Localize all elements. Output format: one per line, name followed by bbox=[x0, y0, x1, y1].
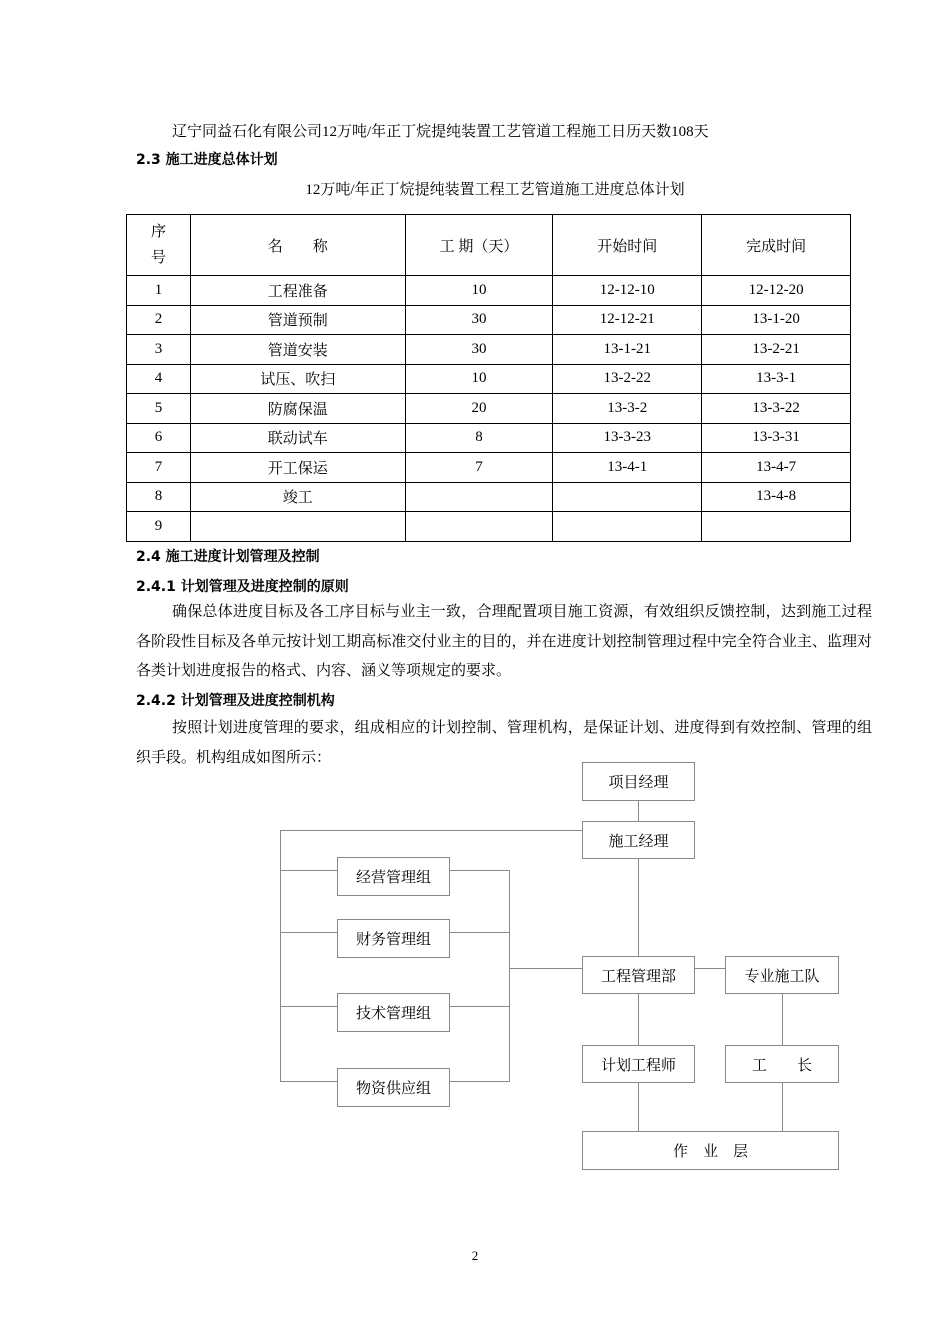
paragraph-2-4-2: 按照计划进度管理的要求，组成相应的计划控制、管理机构，是保证计划、进度得到有效控制、管理的组织手段。机构组成如图所示： bbox=[136, 720, 872, 766]
connector-supply-left bbox=[280, 1081, 337, 1082]
cell-seq: 8 bbox=[127, 482, 191, 512]
cell-start: 13-1-21 bbox=[553, 335, 702, 365]
cell-seq: 6 bbox=[127, 423, 191, 453]
header-end: 完成时间 bbox=[702, 215, 851, 276]
header-seq-line1: 序 bbox=[150, 224, 166, 240]
cell-seq: 7 bbox=[127, 453, 191, 483]
section-2-4-2-heading: 2.4.2 计划管理及进度控制机构 bbox=[136, 693, 335, 709]
section-2-4-heading: 2.4 施工进度计划管理及控制 bbox=[136, 549, 320, 565]
cell-end: 13-2-21 bbox=[702, 335, 851, 365]
cell-seq: 2 bbox=[127, 305, 191, 335]
cell-name: 防腐保温 bbox=[190, 394, 405, 424]
box-construction-manager: 施工经理 bbox=[582, 821, 695, 859]
cell-start: 12-12-21 bbox=[553, 305, 702, 335]
table-row bbox=[127, 453, 851, 483]
connector-left-trunk bbox=[280, 830, 281, 1081]
connector-eng-planner bbox=[638, 994, 639, 1045]
section-2-4-1-heading: 2.4.1 计划管理及进度控制的原则 bbox=[136, 579, 349, 595]
section-2-3-heading: 2.3 施工进度总体计划 bbox=[136, 152, 278, 168]
cell-end: 13-1-20 bbox=[702, 305, 851, 335]
table-row bbox=[127, 364, 851, 394]
cell-name: 联动试车 bbox=[190, 423, 405, 453]
header-duration: 工 期（天） bbox=[405, 215, 553, 276]
table-caption: 12万吨/年正丁烷提纯装置工程工艺管道施工进度总体计划 bbox=[305, 182, 685, 198]
page-number: 2 bbox=[471, 1248, 479, 1263]
connector-business-right bbox=[450, 870, 510, 871]
cell-end bbox=[702, 512, 851, 542]
connector-cm-eng bbox=[638, 859, 639, 956]
connector-planner-work bbox=[638, 1083, 639, 1131]
cell-seq: 1 bbox=[127, 276, 191, 306]
cell-start: 13-3-23 bbox=[553, 423, 702, 453]
cell-end: 13-3-31 bbox=[702, 423, 851, 453]
cell-start bbox=[553, 512, 702, 542]
cell-duration: 30 bbox=[405, 335, 553, 365]
box-supply-group: 物资供应组 bbox=[337, 1068, 450, 1107]
cell-duration: 7 bbox=[405, 453, 553, 483]
connector-pm-cm bbox=[638, 801, 639, 821]
cell-duration: 10 bbox=[405, 276, 553, 306]
cell-end: 13-3-1 bbox=[702, 364, 851, 394]
table-row bbox=[127, 394, 851, 424]
connector-finance-left bbox=[280, 932, 337, 933]
cell-duration bbox=[405, 482, 553, 512]
cell-name: 竣工 bbox=[190, 482, 405, 512]
box-tech-group: 技术管理组 bbox=[337, 993, 450, 1032]
cell-seq: 9 bbox=[127, 512, 191, 542]
cell-name: 管道预制 bbox=[190, 305, 405, 335]
connector-tech-right bbox=[450, 1006, 510, 1007]
cell-name: 管道安装 bbox=[190, 335, 405, 365]
connector-finance-right bbox=[450, 932, 510, 933]
header-name: 名 称 bbox=[190, 215, 405, 276]
box-engineering-dept: 工程管理部 bbox=[582, 956, 695, 994]
cell-duration: 20 bbox=[405, 394, 553, 424]
connector-team-foreman bbox=[782, 994, 783, 1045]
table-row bbox=[127, 335, 851, 365]
cell-name: 试压、吹扫 bbox=[190, 364, 405, 394]
intro-line: 辽宁同益石化有限公司12万吨/年正丁烷提纯装置工艺管道工程施工日历天数108天 bbox=[172, 124, 709, 140]
cell-name: 工程准备 bbox=[190, 276, 405, 306]
cell-duration: 30 bbox=[405, 305, 553, 335]
connector-tech-left bbox=[280, 1006, 337, 1007]
cell-duration: 10 bbox=[405, 364, 553, 394]
cell-name bbox=[190, 512, 405, 542]
header-seq bbox=[127, 215, 191, 276]
connector-foreman-work bbox=[782, 1083, 783, 1131]
table-header-row bbox=[127, 215, 851, 276]
cell-duration bbox=[405, 512, 553, 542]
box-foreman: 工 长 bbox=[725, 1045, 839, 1083]
connector-groups-eng bbox=[509, 968, 582, 969]
cell-start: 13-4-1 bbox=[553, 453, 702, 483]
box-planning-engineer: 计划工程师 bbox=[582, 1045, 695, 1083]
table-row bbox=[127, 305, 851, 335]
cell-end: 13-4-7 bbox=[702, 453, 851, 483]
cell-seq: 3 bbox=[127, 335, 191, 365]
cell-end: 13-4-8 bbox=[702, 482, 851, 512]
cell-seq: 4 bbox=[127, 364, 191, 394]
table-row bbox=[127, 423, 851, 453]
cell-start: 13-3-2 bbox=[553, 394, 702, 424]
connector-eng-team bbox=[695, 968, 725, 969]
connector-supply-right bbox=[450, 1081, 510, 1082]
connector-business-left bbox=[280, 870, 337, 871]
schedule-table bbox=[126, 214, 851, 542]
box-business-group: 经营管理组 bbox=[337, 857, 450, 896]
cell-start: 13-2-22 bbox=[553, 364, 702, 394]
header-start: 开始时间 bbox=[553, 215, 702, 276]
connector-cm-left bbox=[280, 830, 582, 831]
header-seq-line2: 号 bbox=[150, 250, 166, 266]
box-project-manager: 项目经理 bbox=[582, 762, 695, 801]
table-row bbox=[127, 482, 851, 512]
cell-name: 开工保运 bbox=[190, 453, 405, 483]
cell-start bbox=[553, 482, 702, 512]
paragraph-2-4-1: 确保总体进度目标及各工序目标与业主一致，合理配置项目施工资源，有效组织反馈控制，达到施工过程各阶段性目标及各单元按计划工期高标准交付业主的目的，并在进度计划控制管理过程中完全符合业主、监理对各类计划进度报告的格式、内容、涵义等项规定的要求。 bbox=[136, 604, 872, 679]
table-row bbox=[127, 512, 851, 542]
box-finance-group: 财务管理组 bbox=[337, 919, 450, 958]
cell-end: 12-12-20 bbox=[702, 276, 851, 306]
cell-seq: 5 bbox=[127, 394, 191, 424]
box-work-layer: 作 业 层 bbox=[582, 1131, 839, 1170]
cell-start: 12-12-10 bbox=[553, 276, 702, 306]
cell-end: 13-3-22 bbox=[702, 394, 851, 424]
cell-duration: 8 bbox=[405, 423, 553, 453]
box-special-team: 专业施工队 bbox=[725, 956, 839, 994]
table-row bbox=[127, 276, 851, 306]
connector-right-trunk bbox=[509, 870, 510, 1082]
